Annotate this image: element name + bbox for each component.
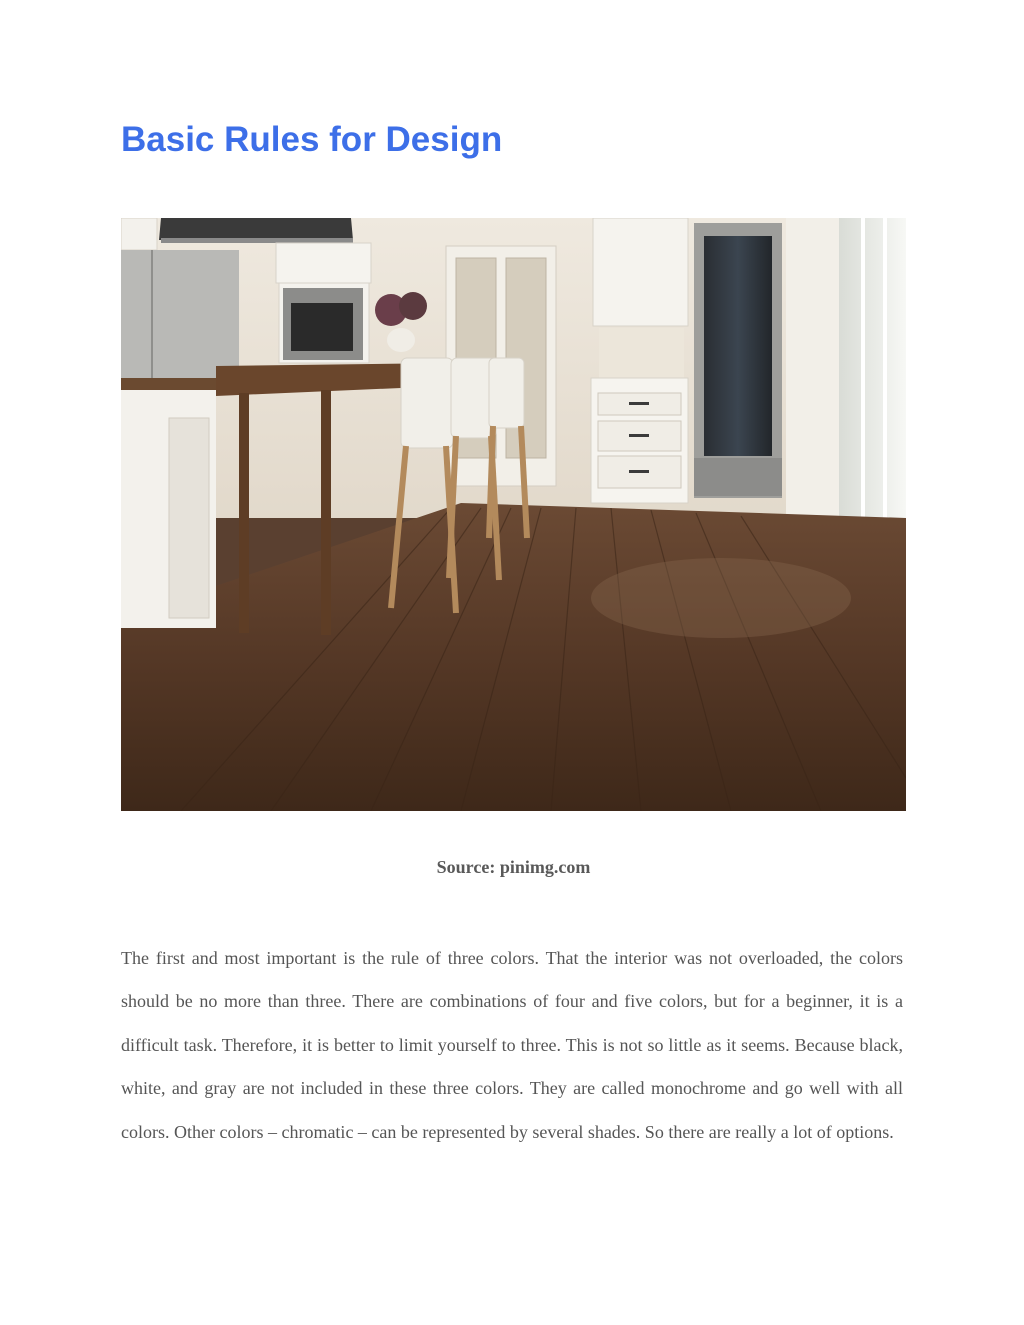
kitchen-illustration xyxy=(121,218,906,811)
image-caption: Source: pinimg.com xyxy=(436,857,591,877)
page-title: Basic Rules for Design xyxy=(121,120,503,159)
body-paragraph: The first and most important is the rule of three colors. That the interior was not overloaded, the colors should be no more than three. There are combinations of four and five colors, but for a beginner, it is a difficult task. Therefore, it is better to limit yourself to three. This is not so little as it seems. Because black, white, and gray are not included in these three colors. They are called monochrome and go well with all colors. Other colors – chromatic – can be represented by several shades. So there are really a lot of options. xyxy=(121,948,903,1142)
kitchen-photo xyxy=(121,218,906,811)
